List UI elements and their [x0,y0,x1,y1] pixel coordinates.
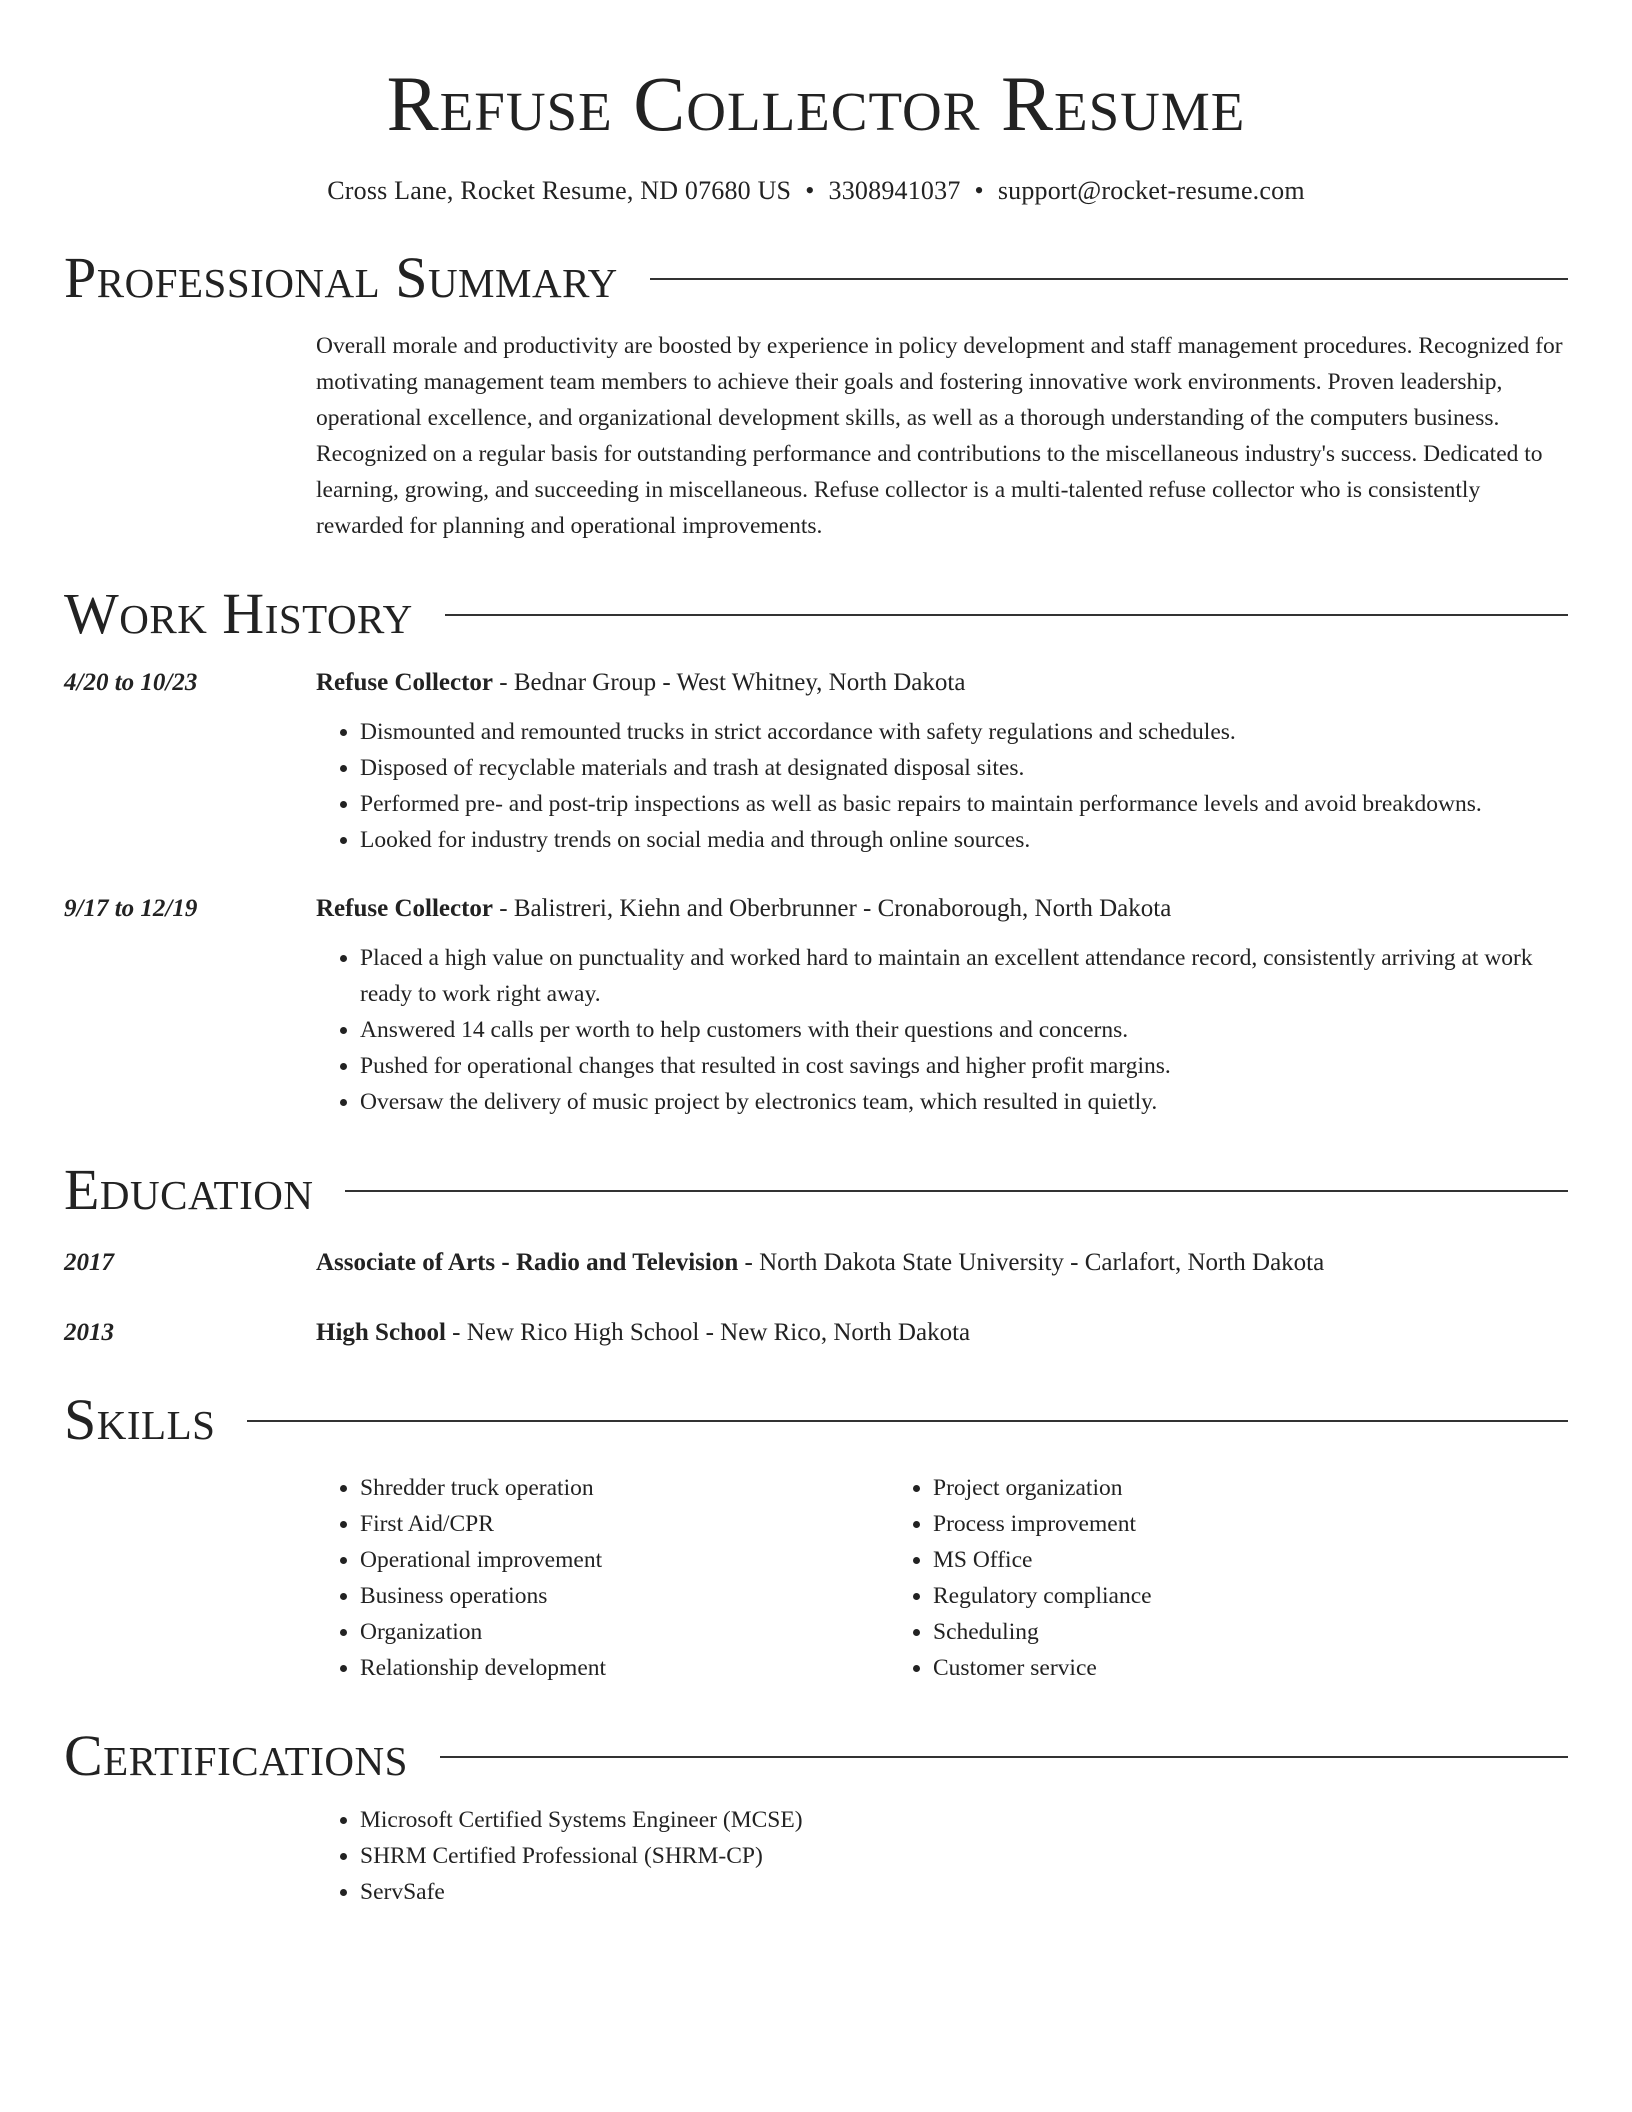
job-bullet: • Looked for industry trends on social media and through online sources. [360,822,1568,858]
job-bullet: • Pushed for operational changes that resulted in cost savings and higher profit margins. [360,1048,1568,1084]
skill-item: • Customer service [933,1650,1462,1686]
certifications-heading: Certifications [64,1723,408,1788]
skill-item: • Relationship development [360,1650,889,1686]
job-entry [64,892,1568,1120]
section-divider [650,278,1568,280]
certification-item: • SHRM Certified Professional (SHRM-CP) [360,1838,1568,1874]
education-entry [64,1246,1568,1280]
certifications-section-header [64,1724,1568,1788]
contact-phone: 3308941037 [828,176,961,205]
section-divider [445,614,1568,616]
education-heading: Education [64,1157,314,1222]
job-bullets [316,940,1568,1120]
education-detail [316,1316,1568,1350]
certifications-list [316,1802,1568,1910]
certification-item: • Microsoft Certified Systems Engineer (MCSE) [360,1802,1568,1838]
job-title: Refuse Collector [316,895,494,922]
job-bullets [316,714,1568,858]
skill-item: • Scheduling [933,1614,1462,1650]
skill-item: • Project organization [933,1470,1462,1506]
education-school: - North Dakota State University - Carlafort, North Dakota [738,1249,1325,1276]
education-detail [316,1246,1568,1280]
section-divider [247,1420,1568,1422]
contact-address: Cross Lane, Rocket Resume, ND 07680 US [327,176,792,205]
job-bullet: • Performed pre- and post-trip inspections as well as basic repairs to maintain performance levels and avoid breakdowns. [360,786,1568,822]
skills-column-right [889,1470,1462,1686]
contact-email: support@rocket-resume.com [997,176,1305,205]
skills-heading: Skills [64,1387,216,1452]
skills-list [316,1470,1568,1686]
job-employer: - Bednar Group - West Whitney, North Dakota [493,669,966,696]
job-row [64,892,1568,926]
summary-heading: Professional Summary [64,245,618,310]
skills-column-left [316,1470,889,1686]
education-section-header [64,1158,1568,1222]
skill-item: • Regulatory compliance [933,1578,1462,1614]
skill-item: • MS Office [933,1542,1462,1578]
education-year: 2013 [64,1319,114,1346]
job-dates: 9/17 to 12/19 [64,895,198,922]
skill-item: • Process improvement [933,1506,1462,1542]
skill-item: • Organization [360,1614,889,1650]
education-school: - New Rico High School - New Rico, North Dakota [445,1319,971,1346]
certification-item: • ServSafe [360,1874,1568,1910]
contact-line [64,174,1568,208]
job-entry [64,666,1568,858]
skill-item: • First Aid/CPR [360,1506,889,1542]
job-bullet: • Answered 14 calls per worth to help customers with their questions and concerns. [360,1012,1568,1048]
job-bullet: • Oversaw the delivery of music project by electronics team, which resulted in quietly. [360,1084,1568,1120]
skill-item: • Shredder truck operation [360,1470,889,1506]
job-detail [316,666,1568,700]
education-degree: Associate of Arts - Radio and Television [316,1249,739,1276]
section-divider [440,1756,1568,1758]
education-entry [64,1316,1568,1350]
job-bullet: • Placed a high value on punctuality and worked hard to maintain an excellent attendance record, consistently arriving at work ready to work right away. [360,940,1568,1012]
job-bullet: • Dismounted and remounted trucks in strict accordance with safety regulations and schedules. [360,714,1568,750]
contact-separator: • [974,176,984,205]
education-year: 2017 [64,1249,114,1276]
job-title: Refuse Collector [316,669,494,696]
summary-section-header [64,246,1568,310]
job-detail [316,892,1568,926]
summary-text: Overall morale and productivity are boosted by experience in policy development and staff management procedures. Recognized for motivating management team members to achieve their goals and fostering innovative work environments. Proven leadership, operational excellence, and organizational development skills, as well as a thorough understanding of the computers business. Recognized on a regular basis for outstanding performance and contributions to the miscellaneous industry's success. Dedicated to learning, growing, and succeeding in miscellaneous. Refuse collector is a multi-talented refuse collector who is consistently rewarded for planning and operational improvements. [316,333,1563,539]
job-bullet: • Disposed of recyclable materials and trash at designated disposal sites. [360,750,1568,786]
skill-item: • Operational improvement [360,1542,889,1578]
contact-separator: • [805,176,815,205]
work-heading: Work History [64,581,413,646]
skills-section-header [64,1388,1568,1452]
skill-item: • Business operations [360,1578,889,1614]
education-degree: High School [316,1319,446,1346]
job-row [64,666,1568,700]
job-employer: - Balistreri, Kiehn and Oberbrunner - Cronaborough, North Dakota [493,895,1172,922]
section-divider [345,1190,1568,1192]
job-dates: 4/20 to 10/23 [64,669,198,696]
work-section-header [64,582,1568,646]
resume-title: Refuse Collector Resume [386,60,1246,147]
